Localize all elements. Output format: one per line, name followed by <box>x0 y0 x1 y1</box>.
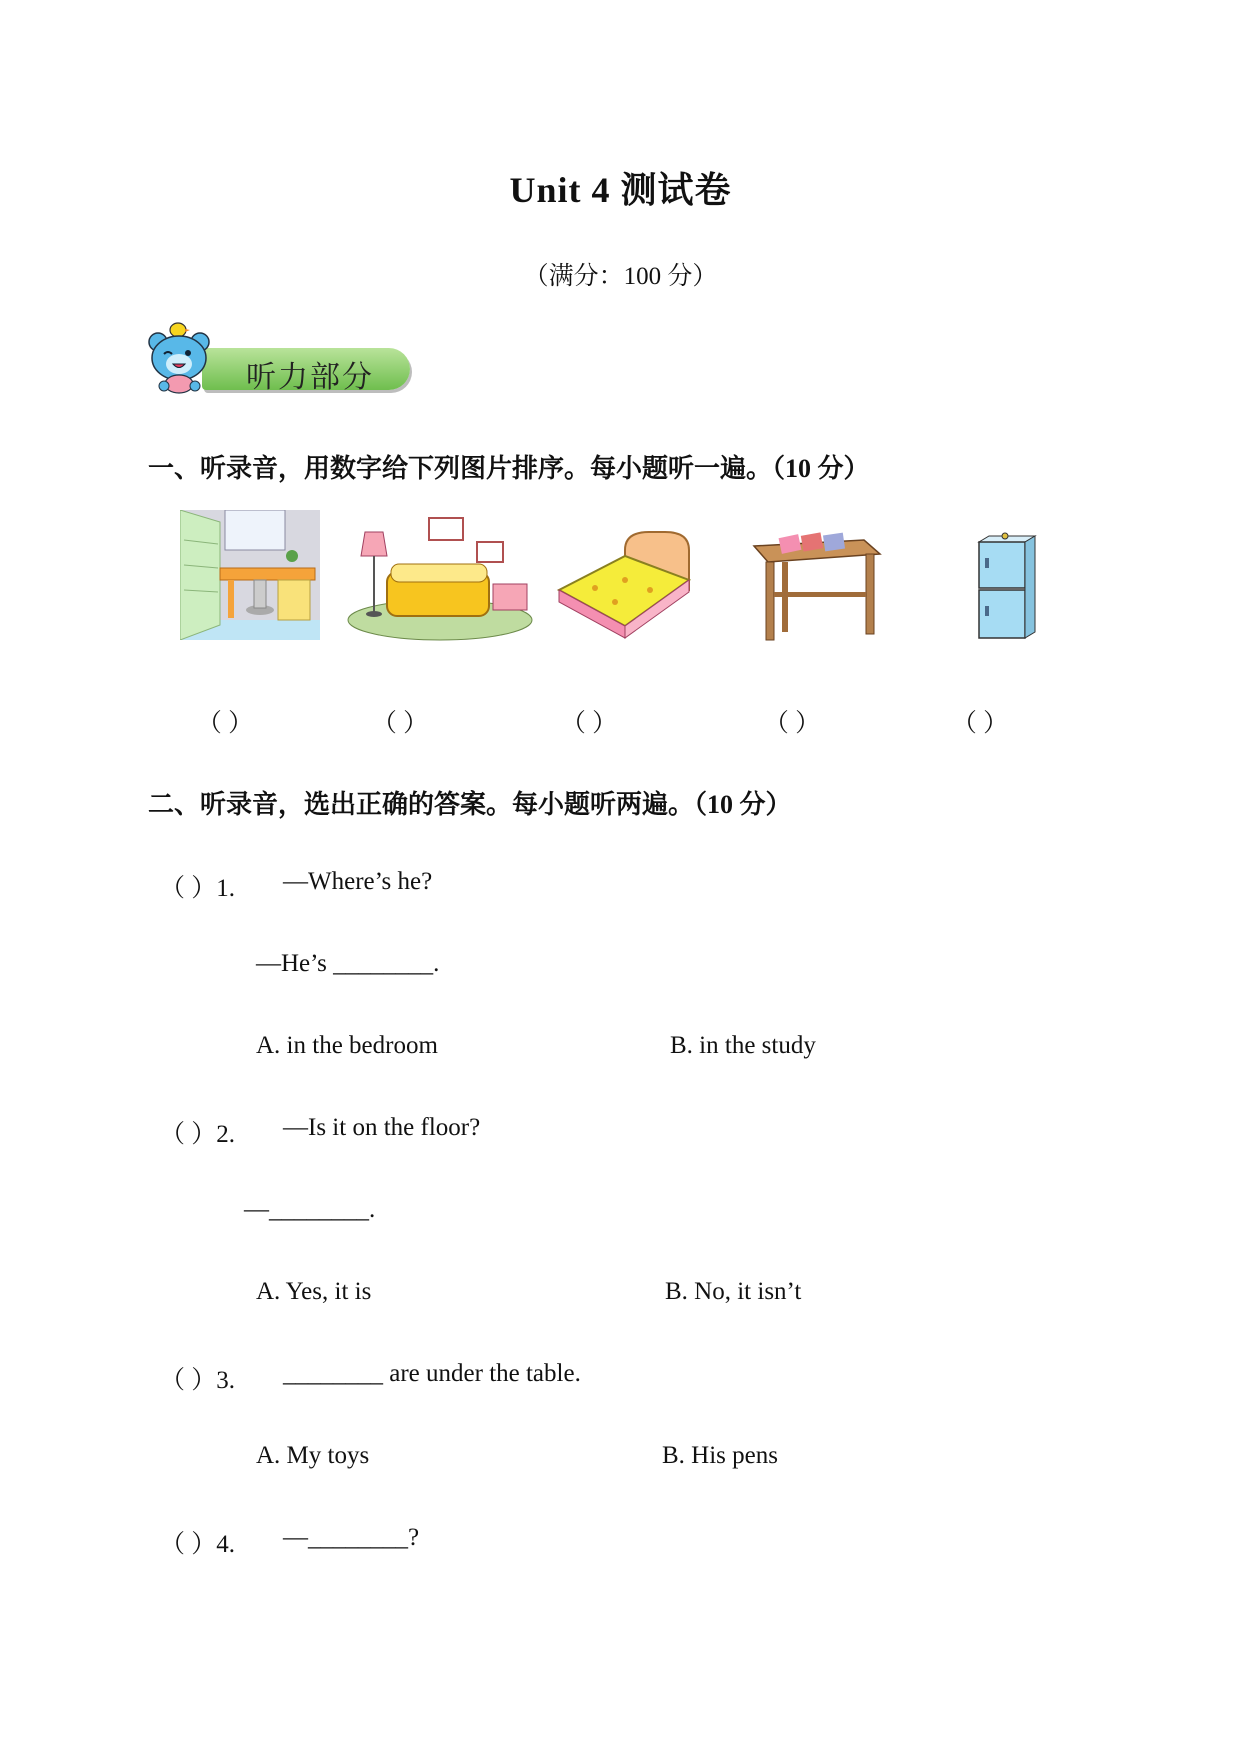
question-1-stem: —Where’s he? <box>283 868 433 895</box>
page-title: Unit 4 测试卷 <box>509 170 732 210</box>
picture-1-answer-blank: （ ） <box>196 710 254 737</box>
question-1-option-b: B. in the study <box>670 1032 816 1059</box>
question-3-prefix: （ ）3. <box>160 1367 236 1394</box>
study-room-picture <box>180 510 320 640</box>
picture-2-answer-blank: （ ） <box>371 710 429 737</box>
question-3-stem: ________ are under the table. <box>283 1360 581 1387</box>
banner-label: 听力部分 <box>246 360 374 395</box>
question-3-option-b: B. His pens <box>662 1442 778 1469</box>
bed-picture <box>555 530 695 640</box>
section-1-heading: 一、听录音，用数字给下列图片排序。每小题听一遍。（10 分） <box>148 454 870 483</box>
bear-mascot-icon <box>148 320 218 396</box>
question-2-reply: —________. <box>244 1196 376 1223</box>
picture-3-answer-blank: （ ） <box>560 710 618 737</box>
living-room-picture <box>345 512 535 642</box>
question-2-option-b: B. No, it isn’t <box>665 1278 802 1305</box>
full-score-note: （满分：100 分） <box>523 263 718 290</box>
listening-section-banner <box>148 320 418 400</box>
picture-4-answer-blank: （ ） <box>763 710 821 737</box>
picture-5-answer-blank: （ ） <box>951 710 1009 737</box>
question-1-prefix: （ ）1. <box>160 875 236 902</box>
table-picture <box>752 532 882 642</box>
fridge-picture <box>975 532 1040 642</box>
section-2-heading: 二、听录音，选出正确的答案。每小题听两遍。（10 分） <box>148 790 792 819</box>
question-2-option-a: A. Yes, it is <box>256 1278 372 1305</box>
question-2-prefix: （ ）2. <box>160 1121 236 1148</box>
question-2-stem: —Is it on the floor? <box>283 1114 481 1141</box>
question-3-option-a: A. My toys <box>256 1442 370 1469</box>
question-4-stem: —________? <box>283 1524 420 1551</box>
question-4-prefix: （ ）4. <box>160 1531 236 1558</box>
question-1-option-a: A. in the bedroom <box>256 1032 438 1059</box>
question-1-reply: —He’s ________. <box>256 950 440 977</box>
